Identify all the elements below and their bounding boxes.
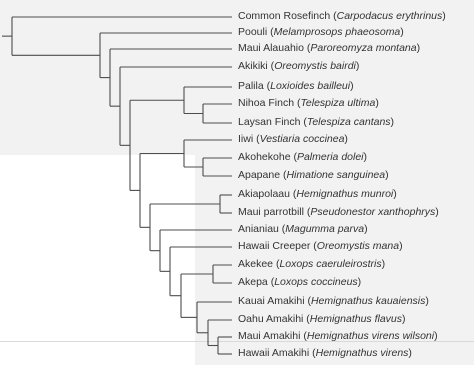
scientific-name: Melamprosops phaeosoma (273, 26, 401, 38)
taxon-label: Laysan Finch (Telespiza cantans) (238, 116, 395, 128)
common-name: Common Rosefinch (238, 10, 331, 22)
taxon-label: Kauai Amakihi (Hemignathus kauaiensis) (238, 295, 429, 307)
taxon-label: Poouli (Melamprosops phaeosoma) (238, 26, 404, 38)
taxon-label: Hawaii Creeper (Oreomystis mana) (238, 240, 403, 252)
taxon-label: Apapane (Himatione sanguinea) (238, 169, 389, 181)
scientific-name: Himatione sanguinea (286, 169, 386, 181)
taxon-label: Maui Amakihi (Hemignathus virens wilsoni) (238, 330, 438, 342)
scientific-name: Vestiaria coccinea (259, 133, 345, 145)
common-name: Kauai Amakihi (238, 295, 305, 307)
taxon-label: Akekee (Loxops caeruleirostris) (238, 258, 386, 270)
taxon-label: Hawaii Amakihi (Hemignathus virens) (238, 347, 412, 359)
scientific-name: Loxops coccineus (274, 276, 358, 288)
scientific-name: Hemignathus virens (315, 347, 409, 359)
common-name: Hawaii Amakihi (238, 347, 310, 359)
common-name: Akekee (238, 258, 274, 270)
taxon-label: Common Rosefinch (Carpodacus erythrinus) (238, 10, 446, 22)
scientific-name: Oreomystis mana (316, 240, 400, 252)
taxon-label: Akiapolaau (Hemignathus munroi) (238, 188, 397, 200)
scientific-name: Carpodacus erythrinus (336, 10, 443, 22)
taxon-label: Iiwi (Vestiaria coccinea) (238, 133, 348, 145)
taxon-label: Akohekohe (Palmeria dolei) (238, 151, 368, 163)
common-name: Palila (238, 80, 264, 92)
taxon-label: Palila (Loxioides bailleui) (238, 80, 354, 92)
scientific-name: Loxioides bailleui (270, 80, 351, 92)
scientific-name: Palmeria dolei (296, 151, 364, 163)
common-name: Akiapolaau (238, 188, 290, 200)
scientific-name: Telespiza cantans (306, 116, 391, 128)
common-name: Nihoa Finch (238, 97, 295, 109)
taxon-label: Maui parrotbill (Pseudonestor xanthophrys) (238, 206, 439, 218)
common-name: Maui Amakihi (238, 330, 301, 342)
common-name: Laysan Finch (238, 116, 301, 128)
scientific-name: Pseudonestor xanthophrys (310, 206, 436, 218)
common-name: Maui parrotbill (238, 206, 304, 218)
scientific-name: Hemignathus virens wilsoni (306, 330, 435, 342)
scientific-name: Paroreomyza montana (310, 42, 417, 54)
scientific-name: Hemignathus flavus (309, 313, 403, 325)
common-name: Apapane (238, 169, 281, 181)
scientific-name: Hemignathus kauaiensis (310, 295, 426, 307)
taxon-label: Akepa (Loxops coccineus) (238, 276, 362, 288)
common-name: Iiwi (238, 133, 254, 145)
common-name: Hawaii Creeper (238, 240, 311, 252)
common-name: Akohekohe (238, 151, 291, 163)
taxon-label: Nihoa Finch (Telespiza ultima) (238, 97, 379, 109)
common-name: Akepa (238, 276, 268, 288)
taxon-label: Oahu Amakihi (Hemignathus flavus) (238, 313, 406, 325)
scientific-name: Telespiza ultima (300, 97, 376, 109)
common-name: Poouli (238, 26, 268, 38)
scientific-name: Oreomystis bairdi (274, 60, 356, 72)
taxon-label: Anianiau (Magumma parva) (238, 223, 368, 235)
common-name: Oahu Amakihi (238, 313, 304, 325)
common-name: Anianiau (238, 223, 279, 235)
scientific-name: Hemignathus munroi (296, 188, 394, 200)
common-name: Maui Alauahio (238, 42, 304, 54)
taxon-label: Akikiki (Oreomystis bairdi) (238, 60, 360, 72)
taxon-label: Maui Alauahio (Paroreomyza montana) (238, 42, 421, 54)
scientific-name: Magumma parva (285, 223, 365, 235)
scientific-name: Loxops caeruleirostris (279, 258, 382, 270)
common-name: Akikiki (238, 60, 268, 72)
